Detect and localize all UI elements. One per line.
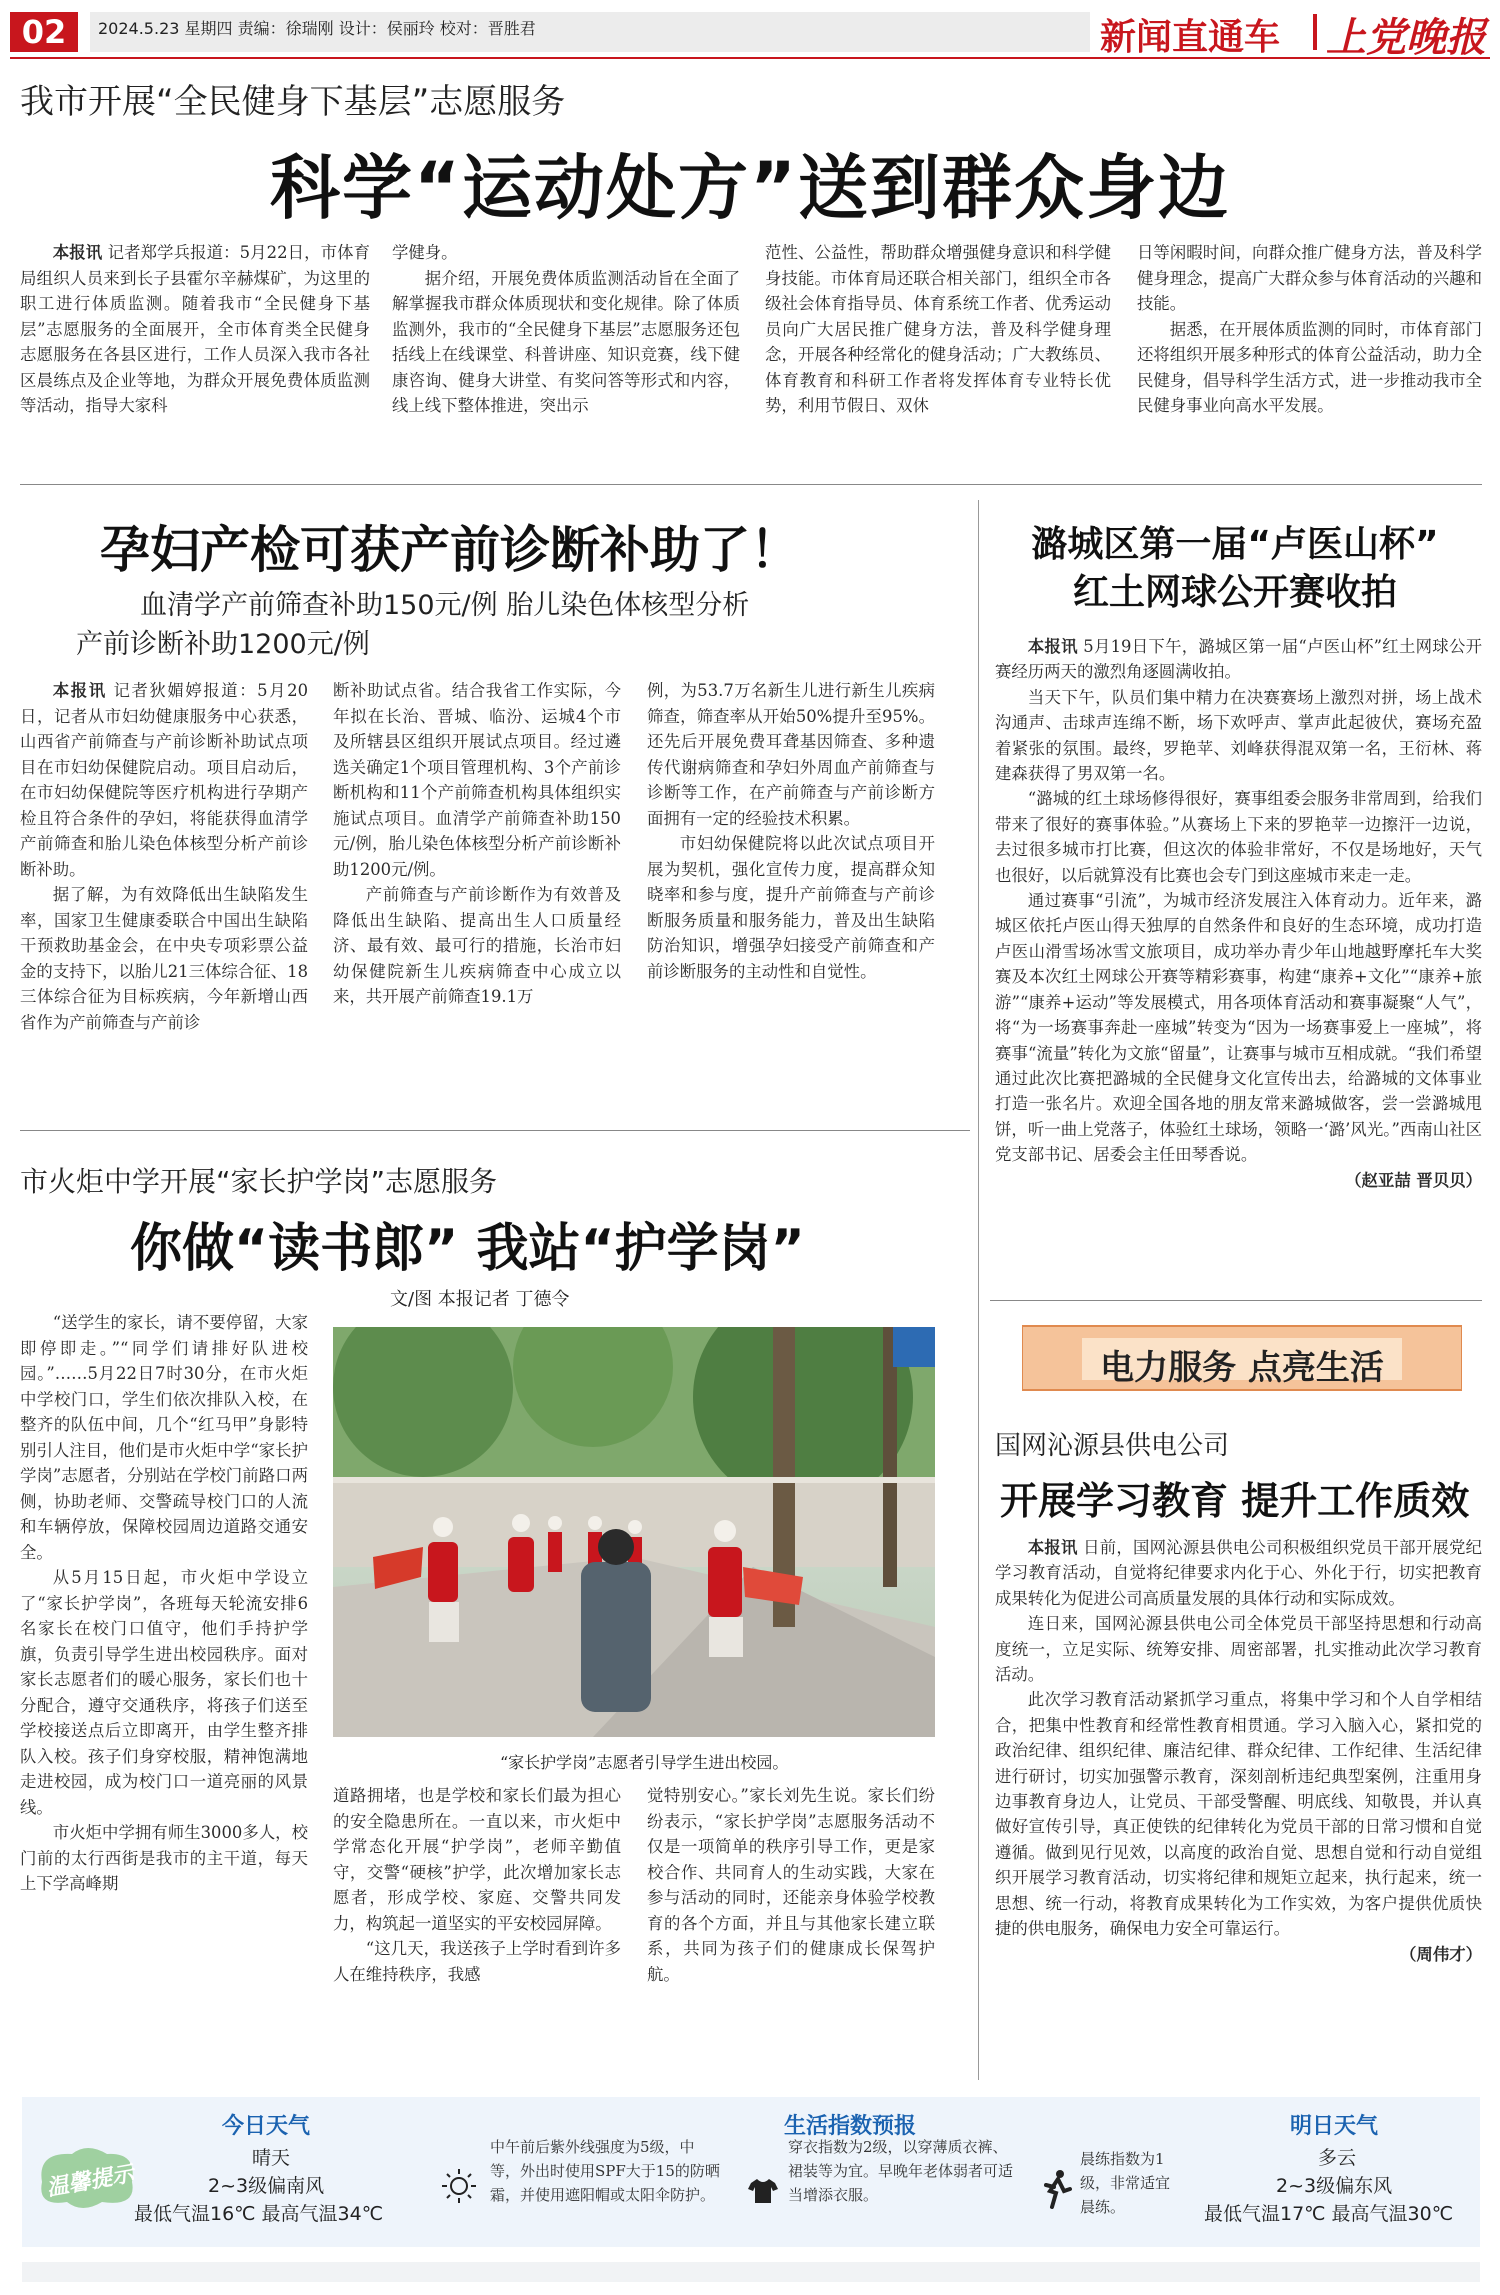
story2-text-2a: 断补助试点省。结合我省工作实际，今年拟在长治、晋城、临汾、运城4个市及所辖县区组织开展试点项目。经过遴选关确定1个项目管理机构、3个产前诊断机构和11个产前筛查机构具体组织实施试点项目。血清学产前筛查补助150元/例，胎儿染色体核型分析产前诊断补助1200元/例。 [333, 681, 621, 879]
story4-column-1 [20, 1310, 308, 2070]
running-icon [1040, 2169, 1072, 2209]
story1-text-4a: 日等闲暇时间，向群众推广健身方法，普及科学健身理念，提高广大群众参与体育活动的兴趣和技能。 [1137, 243, 1482, 313]
dressing-index: 穿衣指数为2级，以穿薄质衣裤、裙装等为宜。早晚年老体弱者可适当增添衣服。 [788, 2138, 1014, 2204]
story5-byline: （周伟才） [1400, 1944, 1482, 1964]
story3-byline: （赵亚喆 晋贝贝） [1345, 1170, 1482, 1190]
story3-text-1: 5月19日下午，潞城区第一届“卢医山杯”红土网球公开赛经历两天的激烈角逐圆满收拍。 [995, 637, 1482, 682]
story4-text-2a: 道路拥堵，也是学校和家长们最为担心的安全隐患所在。一直以来，市火炬中学常态化开展“护学岗”，老师辛勤值守，交警“硬核”护学，此次增加家长志愿者，形成学校、家庭、交警共同发力，构筑起一道坚实的平安校园屏障。 [333, 1786, 621, 1933]
story2-text-2b: 产前筛查与产前诊断作为有效普及降低出生缺陷、提高出生人口质量经济、最有效、最可行的措施，长治市妇幼保健院新生儿疾病筛查中心成立以来，共开展产前筛查19.1万 [333, 885, 621, 1006]
today-weather-temperature: 最低气温16℃ 最高气温34℃ [134, 2203, 384, 2225]
story1-text-2a: 学健身。 [392, 243, 458, 262]
story2-bottom-rule [20, 1130, 970, 1131]
story2-column-2 [333, 678, 621, 1118]
story2-column-3 [647, 678, 935, 1118]
story4-headline: 你做“读书郎” 我站“护学岗” [130, 1219, 805, 1279]
story1-kicker: 我市开展“全民健身下基层”志愿服务 [20, 82, 566, 122]
story4-text-2b: “这几天，我送孩子上学时看到许多人在维持秩序，我感 [333, 1939, 621, 1984]
story4-kicker: 市火炬中学开展“家长护学岗”志愿服务 [20, 1165, 498, 1198]
story1-bottom-rule [20, 484, 1482, 485]
story3-text-4: 通过赛事“引流”，为城市经济发展注入体育动力。近年来，潞城区依托卢医山得天独厚的自然条件和良好的生态环境，成功打造卢医山滑雪场冰雪文旅项目，成功举办青少年山地越野摩托车大奖赛及本次红土网球公开赛等精彩赛事，构建“康养+文化”“康养+旅游”“康养+运动”等发展模式，用各项体育活动和赛事凝聚“人气”，将“为一场赛事奔赴一座城”转变为“因为一场赛事爱上一座城”，将赛事“流量”转化为文旅“留量”，让赛事与城市互相成就。“我们希望通过此次比赛把潞城的全民健身文化宣传出去，给潞城的文体事业打造一张名片。欢迎全国各地的朋友常来潞城做客，尝一尝潞城甩饼，听一曲上党落子，体验红土球场，领略一‘潞’风光。”西南山社区党支部书记、居委会主任田琴香说。 [995, 891, 1482, 1165]
tips-badge-text: 温馨提示 [44, 2161, 136, 2202]
story1-text-1: 记者郑学兵报道：5月22日，市体育局组织人员来到长子县霍尔辛赫煤矿，为这里的职工进行体质监测。随着我市“全民健身下基层”志愿服务的全面展开，全市体育类全民健身志愿服务在各县区进行，工作人员深入我市各社区晨练点及企业等地，为群众开展免费体质监测等活动，指导大家科 [20, 243, 370, 415]
story4-column-2 [333, 1783, 621, 2073]
story3-headline-line-2: 红土网球公开赛收拍 [1072, 572, 1397, 613]
life-index-title: 生活指数预报 [784, 2114, 917, 2139]
story1-column-1 [20, 240, 370, 470]
tomorrow-weather-condition: 多云 [1318, 2147, 1357, 2169]
story5-body [995, 1535, 1482, 2070]
story4-text-1b: 从5月15日起，市火炬中学设立了“家长护学岗”，各班每天轮流安排6名家长在校门口值守，他们手持护学旗，负责引导学生进出校园秩序。面对家长志愿者们的暖心服务，家长们也十分配合，遵守交通秩序，将孩子们送至学校接送点后立即离开，由学生整齐排队入校。孩子们身穿校服，精神饱满地走进校园，成为校门口一道亮丽的风景线。 [20, 1568, 308, 1817]
story4-text-3a: 觉特别安心。”家长刘先生说。家长们纷纷表示，“家长护学岗”志愿服务活动不仅是一项简单的秩序引导工作，更是家校合作、共同育人的生动实践，大家在参与活动的同时，还能亲身体验学校教育的各个方面，并且与其他家长建立联系，共同为孩子们的健康成长保驾护航。 [647, 1786, 935, 1984]
story2-lead: 本报讯 [52, 681, 107, 700]
header-rule [10, 57, 1490, 59]
tips-badge [32, 2142, 142, 2212]
paper-logo: 上党晚报 [1326, 14, 1486, 61]
story5-text-1: 日前，国网沁源县供电公司积极组织党员干部开展党纪学习教育活动，自觉将纪律要求内化于心、外化于行，切实把教育成果转化为促进公司高质量发展的具体行动和实际成效。 [995, 1538, 1482, 1608]
story5-top-rule [990, 1300, 1482, 1301]
power-service-banner [1022, 1318, 1462, 1398]
story1-column-4 [1137, 240, 1482, 470]
story2-text-1b: 据了解，为有效降低出生缺陷发生率，国家卫生健康委联合中国出生缺陷干预救助基金会，在中央专项彩票公益金的支持下，以胎儿21三体综合征、18三体综合征为目标疾病，今年新增山西省作为产前筛查与产前诊 [20, 885, 308, 1032]
story3-text-2: 当天下午，队员们集中精力在决赛赛场上激烈对拼，场上战术沟通声、击球声连绵不断，场下欢呼声、掌声此起彼伏，赛场充盈着紧张的氛围。最终，罗艳苹、刘峰获得混双第一名，王衍林、蒋建森获得了男双第一名。 [995, 687, 1482, 784]
clothing-icon [747, 2177, 779, 2205]
exercise-index: 晨练指数为1级，非常适宜晨练。 [1080, 2150, 1171, 2216]
photo-caption: “家长护学岗”志愿者引导学生进出校园。 [500, 1753, 789, 1772]
page-meta: 2024.5.23 星期四 责编：徐瑞刚 设计：侯丽玲 校对：晋胜君 [98, 19, 536, 38]
story1-text-4b: 据悉，在开展体质监测的同时，市体育部门还将组织开展多种形式的体育公益活动，助力全民健身，倡导科学生活方式，进一步推动我市全民健身事业向高水平发展。 [1137, 319, 1482, 415]
story4-byline: 文/图 本报记者 丁德令 [390, 1289, 570, 1310]
story1-text-2b: 据介绍，开展免费体质监测活动旨在全面了解掌握我市群众体质现状和变化规律。除了体质监测外，我市的“全民健身下基层”志愿服务还包括线上在线课堂、科普讲座、知识竞赛，线下健康咨询、健身大讲堂、有奖问答等形式和内容，线上线下整体推进，突出示 [392, 268, 740, 415]
today-weather-title: 今日天气 [222, 2114, 311, 2139]
story2-subhead-2: 产前诊断补助1200元/例 [76, 629, 370, 660]
story1-lead: 本报讯 [52, 243, 103, 262]
story2-column-1 [20, 678, 308, 1118]
story1-headline: 科学“运动处方”送到群众身边 [269, 147, 1230, 229]
story3-lead: 本报讯 [1027, 637, 1078, 656]
banner-text: 电力服务 点亮生活 [1100, 1348, 1384, 1388]
story5-text-2: 连日来，国网沁源县供电公司全体党员干部坚持思想和行动高度统一，立足实际、统筹安排、周密部署，扎实推动此次学习教育活动。 [995, 1614, 1482, 1685]
story3-body [995, 634, 1482, 1282]
story4-text-1a: “送学生的家长，请不要停留，大家即停即走。”“同学们请排好队进校园。”……5月22日7时30分，在市火炬中学校门口，学生们依次排队入校，在整齐的队伍中间，几个“红马甲”身影特别引人注目，他们是市火炬中学“家长护学岗”志愿者，分别站在学校门前路口两侧，协助老师、交警疏导校门口的人流和车辆停放，保障校园周边道路交通安全。 [20, 1313, 308, 1562]
story2-text-1a: 记者狄媚婷报道：5月20日，记者从市妇幼健康服务中心获悉，山西省产前筛查与产前诊断补助试点项目在市妇幼保健院启动。项目启动后，在市妇幼保健院等医疗机构进行孕期产检且符合条件的孕妇，将能获得血清学产前筛查和胎儿染色体核型分析产前诊断补助。 [20, 681, 308, 879]
story5-kicker: 国网沁源县供电公司 [995, 1431, 1230, 1461]
story3-text-3: “潞城的红土球场修得很好，赛事组委会服务非常周到，给我们带来了很好的赛事体验。”从赛场上下来的罗艳苹一边擦汗一边说，去过很多城市打比赛，但这次的体验非常好，不仅是场地好，天气也很好，以后就算没有比赛也会专门到这座城市来走一走。 [995, 789, 1482, 885]
page-number: 02 [10, 12, 78, 52]
tomorrow-weather-temperature: 最低气温17℃ 最高气温30℃ [1204, 2203, 1454, 2225]
story1-column-3 [765, 240, 1111, 470]
today-weather-wind: 2~3级偏南风 [208, 2175, 325, 2197]
tomorrow-weather-title: 明日天气 [1290, 2114, 1379, 2139]
story2-text-3a: 例，为53.7万名新生儿进行新生儿疾病筛查，筛查率从开始50%提升至95%。还先后开展免费耳聋基因筛查、多种遗传代谢病筛查和孕妇外周血产前筛查与诊断等工作，在产前筛查与产前诊断方面拥有一定的经验技术积累。 [647, 681, 935, 828]
today-weather-condition: 晴天 [252, 2147, 291, 2169]
story5-headline: 开展学习教育 提升工作质效 [1000, 1479, 1470, 1523]
uv-advice: 中午前后紫外线强度为5级，中等，外出时使用SPF大于15的防晒霜，并使用遮阳帽或太阳伞防护。 [490, 2138, 720, 2204]
tomorrow-weather-wind: 2~3级偏东风 [1276, 2175, 1393, 2197]
weather-bar [22, 2097, 1480, 2247]
story4-text-1c: 市火炬中学拥有师生3000多人，校门前的太行西街是我市的主干道，每天上下学高峰期 [20, 1823, 308, 1893]
story2-headline: 孕妇产检可获产前诊断补助了！ [100, 521, 800, 579]
school-gate-photo [333, 1327, 935, 1737]
footer-strip [22, 2262, 1480, 2282]
sun-icon [440, 2167, 478, 2205]
story5-text-3: 此次学习教育活动紧抓学习重点，将集中学习和个人自学相结合，把集中性教育和经常性教育相贯通。学习入脑入心，紧扣党的政治纪律、组织纪律、廉洁纪律、群众纪律、工作纪律、生活纪律进行研讨，切实加强警示教育，深刻剖析违纪典型案例，注重用身边事教育身边人，让党员、干部受警醒、明底线、知敬畏，并认真做好宣传引导，真正使铁的纪律转化为党员干部的日常习惯和自觉遵循。做到见行见效，以高度的政治自觉、思想自觉和行动自觉组织开展学习教育活动，切实将纪律和规矩立起来，执行起来，统一思想、统一行动，将教育成果转化为工作实效，为客户提供优质快捷的供电服务，确保电力安全可靠运行。 [995, 1690, 1482, 1939]
logo-divider [1313, 14, 1317, 50]
story5-lead: 本报讯 [1027, 1538, 1078, 1557]
story3-headline-line-1: 潞城区第一届“卢医山杯” [1031, 524, 1439, 565]
story4-column-3 [647, 1783, 935, 2073]
right-column-divider [978, 500, 979, 2080]
story2-subhead-1: 血清学产前筛查补助150元/例 胎儿染色体核型分析 [140, 590, 750, 621]
column-name: 新闻直通车 [1100, 17, 1281, 58]
story2-text-3b: 市妇幼保健院将以此次试点项目开展为契机，强化宣传力度，提高群众知晓率和参与度，提升产前筛查与产前诊断服务质量和服务能力，普及出生缺陷防治知识，增强孕妇接受产前筛查和产前诊断服务的主动性和自觉性。 [647, 834, 935, 981]
story1-text-3: 范性、公益性，帮助群众增强健身意识和科学健身技能。市体育局还联合相关部门，组织全市各级社会体育指导员、体育系统工作者、优秀运动员向广大居民推广健身方法，普及科学健身理念，开展各种经常化的健身活动；广大教练员、体育教育和科研工作者将发挥体育专业特长优势，利用节假日、双休 [765, 243, 1111, 415]
story1-column-2 [392, 240, 740, 470]
